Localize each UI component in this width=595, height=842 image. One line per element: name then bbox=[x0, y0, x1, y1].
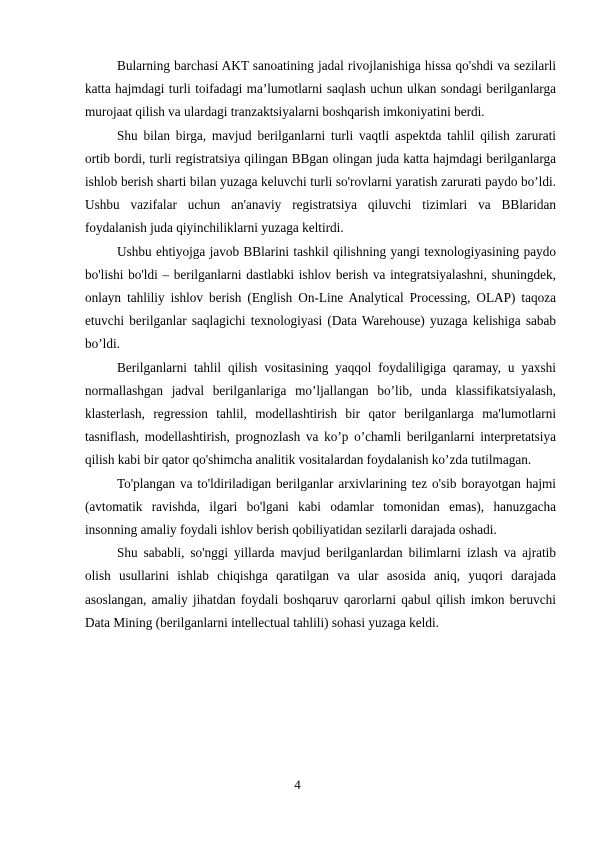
paragraph-3: Ushbu ehtiyojga javob BBlarini tashkil qilishning yangi texnologiyasining paydo bo'lishi bo'ldi – berilganlarni dastlabki ishlov berish va integratsiyalashni, shuningdek, onlayn tahliliy ishlov berish (English On-Line Analytical Processing, OLAP) taqoza etuvchi berilganlar saqlagichi texnologiyasi (Data Warehouse) yuzaga kelishiga sabab bo’ldi. bbox=[85, 243, 556, 352]
paragraph-1: Bularning barchasi AKT sanoatining jadal rivojlanishiga hissa qo'shdi va sezilarli katta hajmdagi turli toifadagi ma’lumotlarni saqlash uchun ulkan sondagi berilganlarga murojaat qilish va ulardagi tranzaktsiyalarni boshqarish imkoniyatini berdi. bbox=[85, 58, 556, 120]
page-number: 4 bbox=[294, 777, 301, 792]
paragraph-2: Shu bilan birga, mavjud berilganlarni turli vaqtli aspektda tahlil qilish zarurati ortib bordi, turli registratsiya qilingan BBgan olingan juda katta hajmdagi berilganlarga ishlob berish sharti bilan yuzaga keluvchi turli so'rovlarni yaratish zarurati paydo bo’ldi. Ushbu vazifalar uchun an'anaviy registratsiya qiluvchi tizimlari va BBlaridan foydalanish juda qiyinchiliklarni yuzaga keltirdi. bbox=[85, 127, 556, 236]
paragraph-6: Shu sababli, so'nggi yillarda mavjud berilganlardan bilimlarni izlash va ajratib olish usullarini ishlab chiqishga qaratilgan va ular asosida aniq, yuqori darajada asoslangan, amaliy jihatdan foydali boshqaruv qarorlarni qabul qilish imkon beruvchi Data Mining (berilganlarni intellectual tahlili) sohasi yuzaga keldi. bbox=[85, 545, 556, 630]
paragraph-5: To'plangan va to'ldiriladigan berilganlar arxivlarining tez o'sib borayotgan hajmi (avtomatik ravishda, ilgari bo'lgani kabi odamlar tomonidan emas), hanuzgacha insonning amaliy foydali ishlov berish qobiliyatidan sezilarli darajada oshadi. bbox=[85, 475, 556, 538]
paragraph-4: Berilganlarni tahlil qilish vositasining yaqqol foydaliligiga qaramay, u yaxshi normallashgan jadval berilganlariga mo’ljallangan bo’lib, unda klassifikatsiyalash, klasterlash, regression tahlil, modellashtirish bir qator berilganlarga ma'lumotlarni tasniflash, modellashtirish, prognozlash va ko’p o’chamli berilganlarni interpretatsiya qilish kabi bir qator qo'shimcha analitik vositalardan foydalanish ko’zda tutilmagan. bbox=[85, 359, 556, 468]
document-body bbox=[85, 54, 556, 634]
